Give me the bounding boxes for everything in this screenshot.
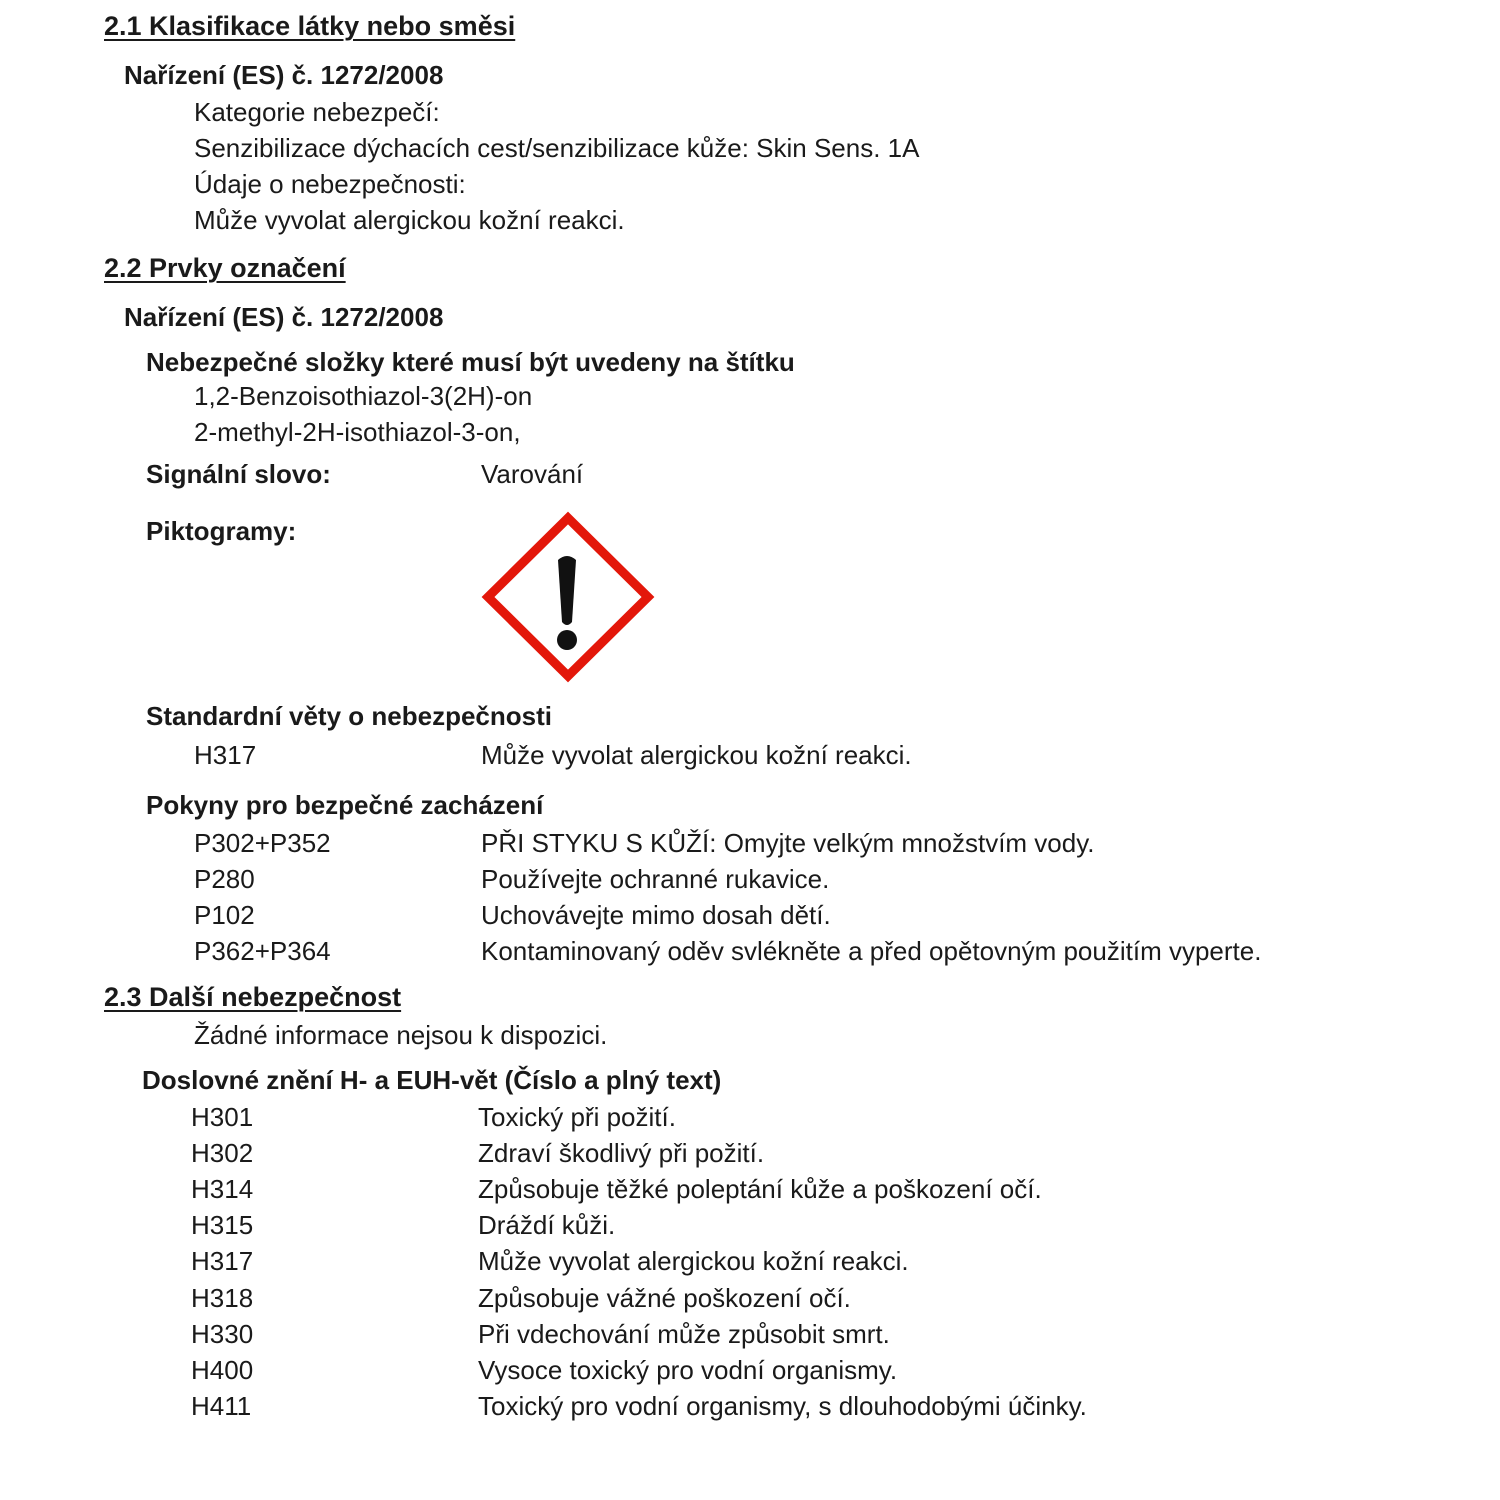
statement-code: P302+P352 <box>194 828 331 858</box>
exclamation-mark-ghs07-icon <box>480 510 656 686</box>
statement-code: H301 <box>191 1102 254 1132</box>
statement-code: H317 <box>191 1246 254 1277</box>
hazard-statements-heading: Standardní věty o nebezpečnosti <box>146 701 552 731</box>
statement-text: Způsobuje těžké poleptání kůže a poškození očí. <box>478 1174 1042 1205</box>
signal-word-value: Varování <box>481 459 584 489</box>
label-components-heading: Nebezpečné složky které musí být uvedeny na štítku <box>146 347 795 377</box>
statement-code: H314 <box>191 1174 254 1205</box>
hazard-info-label: Údaje o nebezpečnosti: <box>194 169 466 199</box>
section-2-3-title: 2.3 Další nebezpečnost <box>104 982 402 1012</box>
section-2-1-title: 2.1 Klasifikace látky nebo směsi <box>104 11 516 41</box>
statement-code: P280 <box>194 864 255 894</box>
signal-word-label: Signální slovo: <box>146 459 331 489</box>
hazard-category-value: Senzibilizace dýchacích cest/senzibilizace kůže: Skin Sens. 1A <box>194 133 920 163</box>
statement-text: PŘI STYKU S KŮŽÍ: Omyjte velkým množstvím vody. <box>481 828 1095 858</box>
statement-text: Dráždí kůži. <box>478 1210 616 1241</box>
statement-text: Může vyvolat alergickou kožní reakci. <box>481 740 912 770</box>
section-2-2-title: 2.2 Prvky označení <box>104 253 346 283</box>
statement-code: H302 <box>191 1138 254 1169</box>
statement-text: Při vdechování může způsobit smrt. <box>478 1318 890 1349</box>
statement-code: H330 <box>191 1318 254 1349</box>
statement-code: H318 <box>191 1282 254 1313</box>
statement-code: H315 <box>191 1210 254 1241</box>
label-component: 2-methyl-2H-isothiazol-3-on, <box>194 417 521 447</box>
full-text-heading: Doslovné znění H- a EUH-vět (Číslo a plný text) <box>142 1065 722 1095</box>
statement-code: H400 <box>191 1354 254 1385</box>
section-2-1-regulation: Nařízení (ES) č. 1272/2008 <box>124 60 444 90</box>
section-2-2-regulation: Nařízení (ES) č. 1272/2008 <box>124 302 444 332</box>
hazard-category-label: Kategorie nebezpečí: <box>194 97 440 127</box>
statement-text: Kontaminovaný oděv svlékněte a před opětovným použitím vyperte. <box>481 936 1262 966</box>
statement-code: P362+P364 <box>194 936 331 966</box>
statement-text: Uchovávejte mimo dosah dětí. <box>481 900 831 930</box>
statement-text: Používejte ochranné rukavice. <box>481 864 830 894</box>
precautionary-heading: Pokyny pro bezpečné zacházení <box>146 790 544 820</box>
no-info-text: Žádné informace nejsou k dispozici. <box>194 1020 608 1050</box>
statement-code: H317 <box>194 740 257 770</box>
statement-text: Vysoce toxický pro vodní organismy. <box>478 1354 898 1385</box>
label-component: 1,2-Benzoisothiazol-3(2H)-on <box>194 381 533 411</box>
statement-text: Může vyvolat alergickou kožní reakci. <box>478 1246 909 1277</box>
statement-text: Zdraví škodlivý při požití. <box>478 1138 765 1169</box>
statement-text: Toxický pro vodní organismy, s dlouhodobými účinky. <box>478 1390 1087 1421</box>
hazard-info-value: Může vyvolat alergickou kožní reakci. <box>194 205 625 235</box>
statement-code: P102 <box>194 900 255 930</box>
statement-text: Toxický při požití. <box>478 1102 676 1132</box>
pictograms-label: Piktogramy: <box>146 516 297 546</box>
statement-code: H411 <box>191 1390 252 1421</box>
statement-text: Způsobuje vážné poškození očí. <box>478 1282 851 1313</box>
